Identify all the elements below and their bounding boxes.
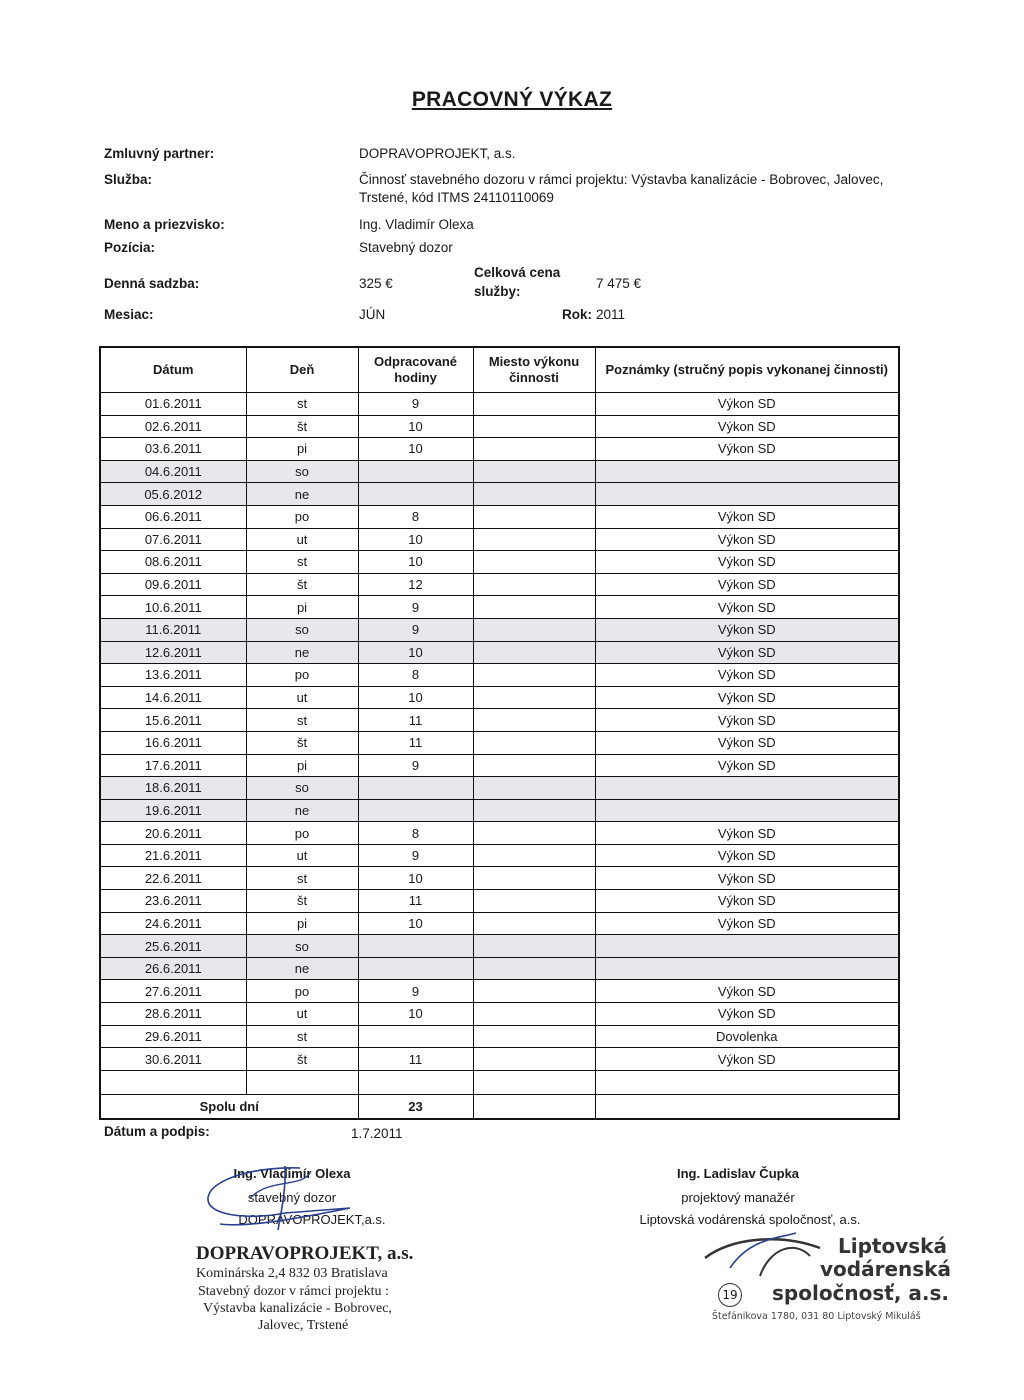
table-row xyxy=(100,618,899,641)
cell-hours: 9 xyxy=(358,393,473,416)
cell-day: so xyxy=(246,935,358,958)
cell-hours xyxy=(358,957,473,980)
cell-place xyxy=(473,731,595,754)
cell-day: st xyxy=(246,1025,358,1048)
cell-note xyxy=(595,483,899,506)
timesheet-table xyxy=(99,346,900,1120)
total-price-label-2: služby: xyxy=(474,284,521,299)
cell-note: Výkon SD xyxy=(595,551,899,574)
service-value-line2: Trstené, kód ITMS 24110110069 xyxy=(359,190,554,205)
partner-value: DOPRAVOPROJEKT, a.s. xyxy=(359,146,516,161)
cell-place xyxy=(473,393,595,416)
total-empty-cell xyxy=(473,1094,595,1119)
cell-day: po xyxy=(246,664,358,687)
table-row xyxy=(100,935,899,958)
cell-day: ut xyxy=(246,1003,358,1026)
cell-date: 19.6.2011 xyxy=(100,799,246,822)
cell-hours: 8 xyxy=(358,822,473,845)
cell-hours: 10 xyxy=(358,1003,473,1026)
cell-hours: 8 xyxy=(358,664,473,687)
cell-date: 08.6.2011 xyxy=(100,551,246,574)
cell-hours: 11 xyxy=(358,709,473,732)
cell-place xyxy=(473,483,595,506)
cell-hours: 11 xyxy=(358,890,473,913)
year-value: 2011 xyxy=(596,307,626,322)
cell-date: 04.6.2011 xyxy=(100,460,246,483)
cell-day: št xyxy=(246,1048,358,1071)
stamp-right-line1: Liptovská xyxy=(838,1234,947,1258)
table-row xyxy=(100,528,899,551)
table-row xyxy=(100,393,899,416)
blank-cell xyxy=(358,1070,473,1094)
cell-day: št xyxy=(246,890,358,913)
cell-hours: 10 xyxy=(358,686,473,709)
blank-cell xyxy=(595,1070,899,1094)
cell-place xyxy=(473,822,595,845)
cell-day: st xyxy=(246,867,358,890)
cell-note: Výkon SD xyxy=(595,664,899,687)
table-row xyxy=(100,754,899,777)
right-signer-company: Liptovská vodárenská spoločnosť, a.s. xyxy=(639,1212,861,1227)
month-value: JÚN xyxy=(359,307,386,322)
cell-place xyxy=(473,867,595,890)
cell-place xyxy=(473,641,595,664)
cell-day: št xyxy=(246,573,358,596)
total-price-label-1: Celková cena xyxy=(474,265,561,280)
cell-day: ut xyxy=(246,844,358,867)
cell-place xyxy=(473,686,595,709)
col-place-header: Miesto výkonu činnosti xyxy=(473,347,595,393)
cell-day: ut xyxy=(246,686,358,709)
cell-place xyxy=(473,1003,595,1026)
blank-cell xyxy=(246,1070,358,1094)
cell-note xyxy=(595,935,899,958)
cell-hours: 9 xyxy=(358,754,473,777)
cell-hours: 11 xyxy=(358,731,473,754)
cell-day: pi xyxy=(246,438,358,461)
cell-place xyxy=(473,957,595,980)
cell-date: 28.6.2011 xyxy=(100,1003,246,1026)
cell-note: Výkon SD xyxy=(595,709,899,732)
col-date-header: Dátum xyxy=(100,347,246,393)
cell-day: ne xyxy=(246,799,358,822)
cell-date: 25.6.2011 xyxy=(100,935,246,958)
rate-value: 325 € xyxy=(359,276,393,291)
cell-note xyxy=(595,460,899,483)
total-empty-cell xyxy=(595,1094,899,1119)
stamp-left-line5: Jalovec, Trstené xyxy=(258,1318,349,1333)
cell-date: 26.6.2011 xyxy=(100,957,246,980)
col-hours-header: Odpracované hodiny xyxy=(358,347,473,393)
position-value: Stavebný dozor xyxy=(359,240,453,255)
blank-cell xyxy=(100,1070,246,1094)
cell-date: 30.6.2011 xyxy=(100,1048,246,1071)
cell-hours: 10 xyxy=(358,867,473,890)
cell-day: po xyxy=(246,822,358,845)
cell-day: so xyxy=(246,618,358,641)
table-row xyxy=(100,686,899,709)
page-title: PRACOVNÝ VÝKAZ xyxy=(411,88,613,111)
cell-day: pi xyxy=(246,912,358,935)
cell-note: Výkon SD xyxy=(595,415,899,438)
cell-note: Výkon SD xyxy=(595,890,899,913)
cell-hours xyxy=(358,1025,473,1048)
left-signer-role: stavebný dozor xyxy=(247,1190,337,1205)
cell-place xyxy=(473,980,595,1003)
cell-date: 23.6.2011 xyxy=(100,890,246,913)
table-total-row xyxy=(100,1094,899,1119)
table-row xyxy=(100,890,899,913)
cell-note: Výkon SD xyxy=(595,731,899,754)
table-row xyxy=(100,1048,899,1071)
table-row xyxy=(100,709,899,732)
cell-note xyxy=(595,957,899,980)
cell-hours: 9 xyxy=(358,596,473,619)
date-sign-value: 1.7.2011 xyxy=(351,1126,403,1141)
table-row xyxy=(100,777,899,800)
cell-hours: 9 xyxy=(358,844,473,867)
right-signer-name: Ing. Ladislav Čupka xyxy=(676,1166,800,1181)
cell-hours: 12 xyxy=(358,573,473,596)
cell-place xyxy=(473,664,595,687)
cell-date: 18.6.2011 xyxy=(100,777,246,800)
total-value: 23 xyxy=(358,1094,473,1119)
cell-place xyxy=(473,415,595,438)
col-notes-header: Poznámky (stručný popis vykonanej činnosti) xyxy=(595,347,899,393)
cell-date: 01.6.2011 xyxy=(100,393,246,416)
cell-note: Výkon SD xyxy=(595,618,899,641)
cell-note: Výkon SD xyxy=(595,822,899,845)
stamp-right-address: Štefánikova 1780, 031 80 Liptovský Mikuláš xyxy=(712,1311,921,1322)
table-row xyxy=(100,844,899,867)
cell-date: 05.6.2012 xyxy=(100,483,246,506)
table-row xyxy=(100,957,899,980)
cell-hours: 10 xyxy=(358,912,473,935)
cell-hours: 10 xyxy=(358,641,473,664)
cell-date: 17.6.2011 xyxy=(100,754,246,777)
month-label: Mesiac: xyxy=(104,307,154,322)
cell-date: 09.6.2011 xyxy=(100,573,246,596)
cell-date: 06.6.2011 xyxy=(100,505,246,528)
cell-date: 16.6.2011 xyxy=(100,731,246,754)
cell-place xyxy=(473,528,595,551)
cell-date: 12.6.2011 xyxy=(100,641,246,664)
left-signature-scribble xyxy=(190,1158,390,1238)
table-blank-row xyxy=(100,1070,899,1094)
table-header-row xyxy=(100,347,899,393)
cell-day: po xyxy=(246,505,358,528)
right-signer-role: projektový manažér xyxy=(681,1190,795,1205)
cell-note: Výkon SD xyxy=(595,1048,899,1071)
stamp-right-line2: vodárenská xyxy=(820,1257,951,1281)
cell-date: 11.6.2011 xyxy=(100,618,246,641)
table-row xyxy=(100,596,899,619)
stamp-left-line1: DOPRAVOPROJEKT, a.s. xyxy=(196,1243,414,1264)
partner-label: Zmluvný partner: xyxy=(104,146,215,161)
stamp-left-line3: Stavebný dozor v rámci projektu : xyxy=(198,1284,389,1299)
table-row xyxy=(100,460,899,483)
cell-place xyxy=(473,935,595,958)
cell-date: 29.6.2011 xyxy=(100,1025,246,1048)
cell-place xyxy=(473,912,595,935)
stamp-left-line2: Kominárska 2,4 832 03 Bratislava xyxy=(196,1266,388,1281)
cell-date: 22.6.2011 xyxy=(100,867,246,890)
table-row xyxy=(100,1003,899,1026)
cell-note: Výkon SD xyxy=(595,754,899,777)
cell-note: Výkon SD xyxy=(595,867,899,890)
cell-note: Výkon SD xyxy=(595,573,899,596)
right-stamp-logo-icon xyxy=(700,1228,830,1288)
cell-hours xyxy=(358,483,473,506)
cell-date: 20.6.2011 xyxy=(100,822,246,845)
cell-place xyxy=(473,844,595,867)
cell-note: Výkon SD xyxy=(595,686,899,709)
cell-date: 27.6.2011 xyxy=(100,980,246,1003)
cell-place xyxy=(473,799,595,822)
cell-hours: 10 xyxy=(358,528,473,551)
table-row xyxy=(100,573,899,596)
cell-note: Výkon SD xyxy=(595,844,899,867)
cell-place xyxy=(473,505,595,528)
cell-date: 14.6.2011 xyxy=(100,686,246,709)
cell-hours xyxy=(358,460,473,483)
cell-note: Výkon SD xyxy=(595,438,899,461)
cell-day: ne xyxy=(246,483,358,506)
cell-hours: 11 xyxy=(358,1048,473,1071)
cell-note: Výkon SD xyxy=(595,1003,899,1026)
table-row xyxy=(100,664,899,687)
cell-day: st xyxy=(246,709,358,732)
cell-note xyxy=(595,799,899,822)
table-row xyxy=(100,731,899,754)
cell-hours: 10 xyxy=(358,415,473,438)
cell-day: po xyxy=(246,980,358,1003)
cell-place xyxy=(473,709,595,732)
name-label: Meno a priezvisko: xyxy=(104,217,225,232)
cell-date: 07.6.2011 xyxy=(100,528,246,551)
left-signer-company: DOPRAVOPROJEKT,a.s. xyxy=(238,1212,386,1227)
cell-day: st xyxy=(246,393,358,416)
stamp-left-line4: Výstavba kanalizácie - Bobrovec, xyxy=(203,1301,392,1316)
cell-hours: 8 xyxy=(358,505,473,528)
date-sign-label: Dátum a podpis: xyxy=(104,1124,210,1139)
cell-day: št xyxy=(246,731,358,754)
table-row xyxy=(100,551,899,574)
cell-hours: 9 xyxy=(358,980,473,1003)
cell-day: ut xyxy=(246,528,358,551)
cell-place xyxy=(473,551,595,574)
cell-note: Výkon SD xyxy=(595,912,899,935)
cell-place xyxy=(473,573,595,596)
cell-place xyxy=(473,460,595,483)
table-row xyxy=(100,867,899,890)
cell-place xyxy=(473,754,595,777)
cell-day: pi xyxy=(246,754,358,777)
cell-day: ne xyxy=(246,957,358,980)
table-row xyxy=(100,980,899,1003)
cell-date: 13.6.2011 xyxy=(100,664,246,687)
cell-place xyxy=(473,1025,595,1048)
cell-hours: 9 xyxy=(358,618,473,641)
cell-date: 21.6.2011 xyxy=(100,844,246,867)
cell-date: 03.6.2011 xyxy=(100,438,246,461)
cell-note: Výkon SD xyxy=(595,596,899,619)
cell-place xyxy=(473,438,595,461)
cell-day: pi xyxy=(246,596,358,619)
left-signer-name: Ing. Vladimír Olexa xyxy=(233,1166,351,1181)
stamp-right-line3: spoločnosť, a.s. xyxy=(772,1281,950,1305)
cell-day: št xyxy=(246,415,358,438)
cell-note: Výkon SD xyxy=(595,393,899,416)
cell-hours: 10 xyxy=(358,438,473,461)
table-row xyxy=(100,1025,899,1048)
cell-note: Dovolenka xyxy=(595,1025,899,1048)
service-value-line1: Činnosť stavebného dozoru v rámci projektu: Výstavba kanalizácie - Bobrovec, Jalovec, xyxy=(359,172,884,187)
cell-place xyxy=(473,618,595,641)
table-row xyxy=(100,415,899,438)
cell-note: Výkon SD xyxy=(595,980,899,1003)
cell-day: so xyxy=(246,460,358,483)
rate-label: Denná sadzba: xyxy=(104,276,200,291)
total-price-value: 7 475 € xyxy=(596,276,642,291)
cell-hours xyxy=(358,935,473,958)
cell-hours: 10 xyxy=(358,551,473,574)
cell-hours xyxy=(358,777,473,800)
table-row xyxy=(100,438,899,461)
cell-note: Výkon SD xyxy=(595,528,899,551)
cell-day: ne xyxy=(246,641,358,664)
cell-date: 02.6.2011 xyxy=(100,415,246,438)
cell-note: Výkon SD xyxy=(595,641,899,664)
cell-date: 15.6.2011 xyxy=(100,709,246,732)
name-value: Ing. Vladimír Olexa xyxy=(359,217,474,232)
table-row xyxy=(100,799,899,822)
cell-place xyxy=(473,596,595,619)
total-label: Spolu dní xyxy=(100,1094,358,1119)
table-row xyxy=(100,912,899,935)
table-row xyxy=(100,505,899,528)
table-row xyxy=(100,483,899,506)
table-row xyxy=(100,822,899,845)
cell-place xyxy=(473,890,595,913)
blank-cell xyxy=(473,1070,595,1094)
cell-date: 24.6.2011 xyxy=(100,912,246,935)
cell-hours xyxy=(358,799,473,822)
cell-day: so xyxy=(246,777,358,800)
cell-date: 10.6.2011 xyxy=(100,596,246,619)
service-label: Služba: xyxy=(104,172,153,187)
cell-note xyxy=(595,777,899,800)
cell-note: Výkon SD xyxy=(595,505,899,528)
table-row xyxy=(100,641,899,664)
stamp-right-number-badge: 19 xyxy=(718,1283,742,1307)
position-label: Pozícia: xyxy=(104,240,156,255)
cell-day: st xyxy=(246,551,358,574)
col-day-header: Deň xyxy=(246,347,358,393)
year-label: Rok: xyxy=(562,307,592,322)
cell-place xyxy=(473,1048,595,1071)
cell-place xyxy=(473,777,595,800)
